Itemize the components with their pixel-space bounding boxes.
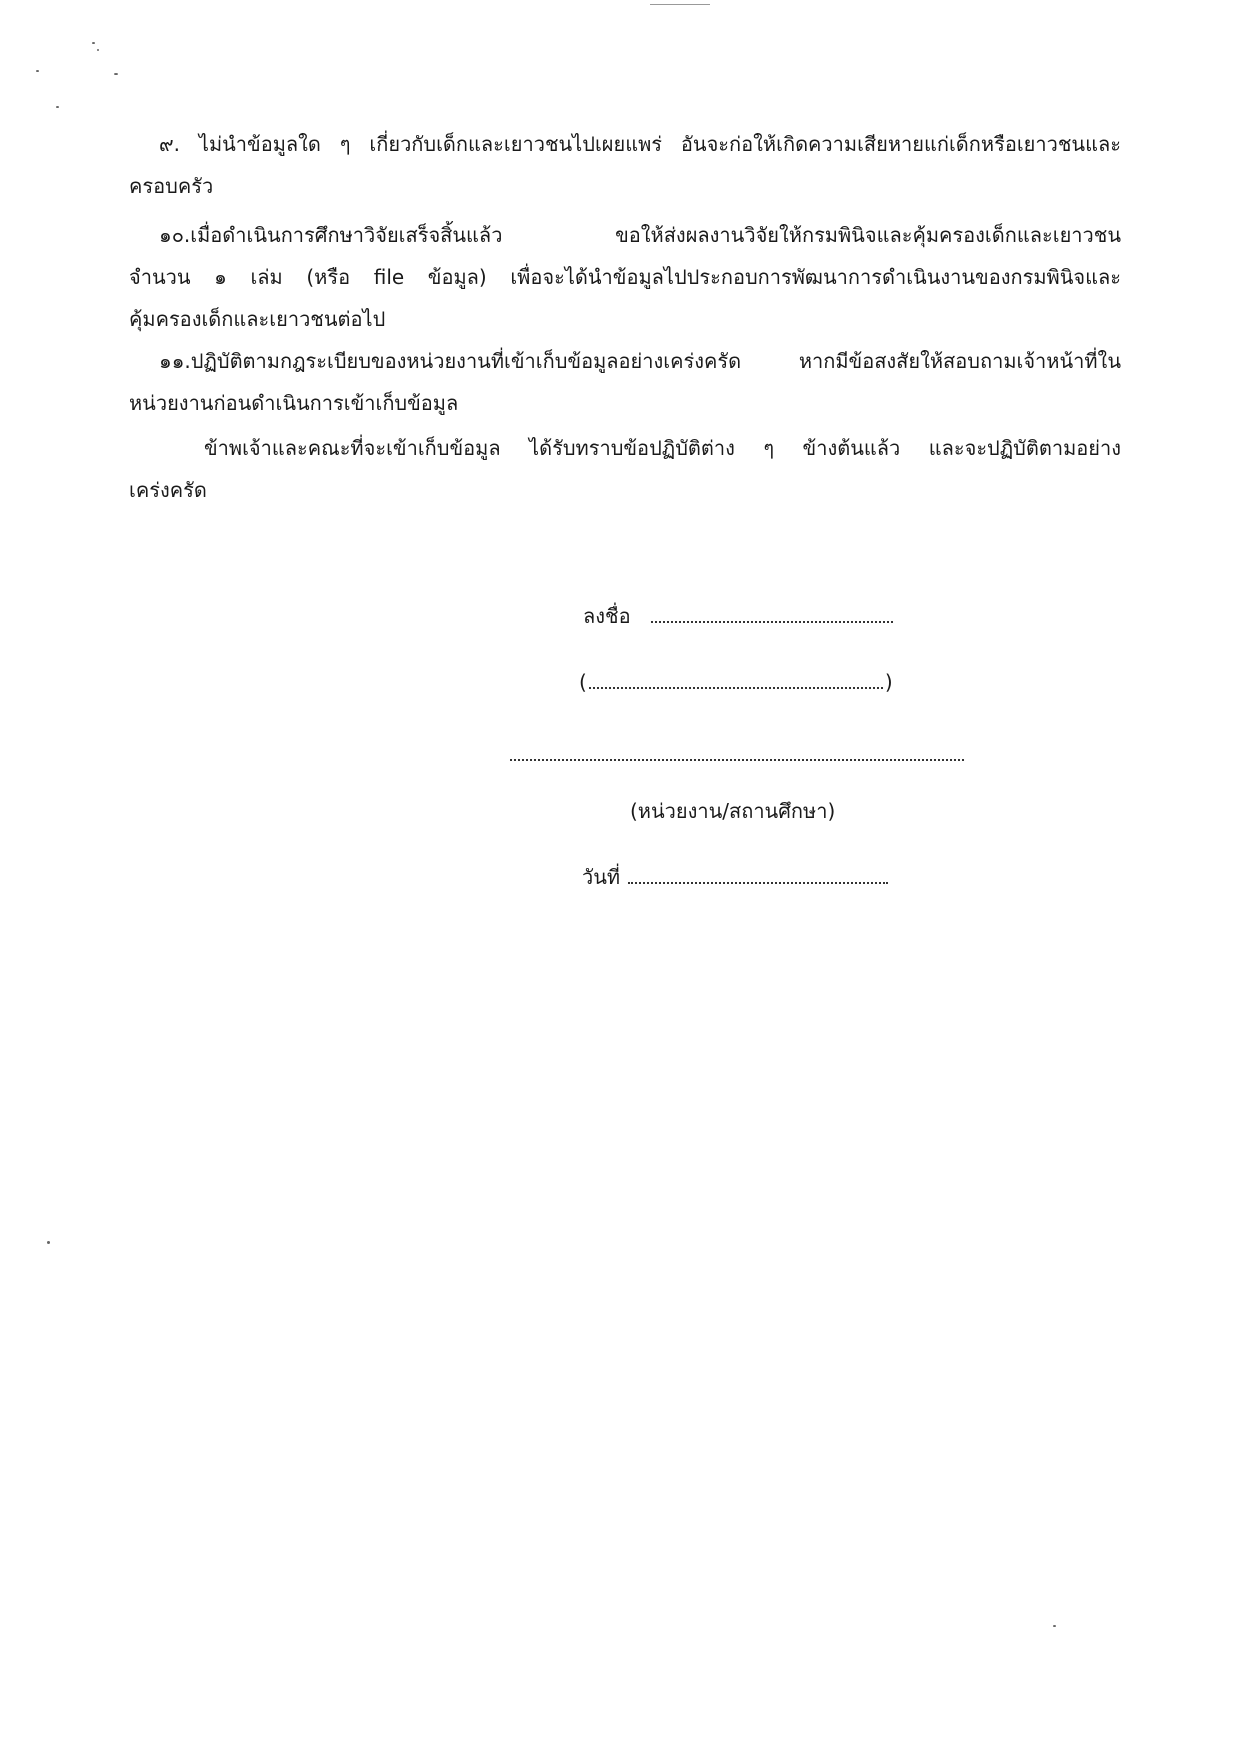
open-parenthesis: ( [579,670,587,694]
scan-speck [114,73,118,75]
signature-line [583,602,893,630]
acknowledgement-line-1: ข้าพเจ้าและคณะที่จะเข้าเก็บข้อมูล ได้รับทราบข้อปฏิบัติต่าง ๆ ข้างต้นแล้ว และจะปฏิบัติตามอย่าง [204,436,1121,460]
paragraph-9-line-2: ครอบครัว [129,174,214,198]
paragraph-9 [129,123,1121,207]
paragraph-9-line-1: ๙. ไม่นำข้อมูลใด ๆ เกี่ยวกับเด็กและเยาวชนไปเผยแพร่ อันจะก่อให้เกิดความเสียหายแก่เด็กหรือเยาวชนและ [159,132,1121,156]
scan-speck [47,1241,50,1244]
printed-name-line [579,668,893,696]
date-line [582,863,888,891]
acknowledgement-paragraph [129,427,1121,511]
scan-speck [650,4,710,5]
printed-name-dotted-line[interactable] [589,669,883,689]
paragraph-11-line-2: หน่วยงานก่อนดำเนินการเข้าเก็บข้อมูล [129,391,459,415]
date-label: วันที่ [582,865,621,889]
paragraph-11 [129,340,1121,424]
scan-speck [92,42,95,44]
signature-label: ลงชื่อ [583,604,631,628]
paragraph-10-line-1: ๑๐.เมื่อดำเนินการศึกษาวิจัยเสร็จสิ้นแล้ว ขอให้ส่งผลงานวิจัยให้กรมพินิจและคุ้มครองเด็กและเยาวชน [159,223,1121,247]
organization-label: (หน่วยงาน/สถานศึกษา) [630,799,836,823]
scan-speck [36,70,39,72]
paragraph-10 [129,214,1121,340]
close-parenthesis: ) [884,670,893,694]
scan-speck [56,106,59,108]
organization-caption [630,797,835,825]
acknowledgement-line-2: เคร่งครัด [129,478,207,502]
scan-speck [1053,1625,1056,1627]
paragraph-10-line-3: คุ้มครองเด็กและเยาวชนต่อไป [129,307,386,331]
organization-dotted-line[interactable] [510,741,964,761]
scan-speck [97,49,99,51]
paragraph-11-line-1: ๑๑.ปฏิบัติตามกฎระเบียบของหน่วยงานที่เข้าเก็บข้อมูลอย่างเคร่งครัด หากมีข้อสงสัยให้สอบถามเจ้าหน้าที่ใน [159,349,1121,373]
organization-line [510,740,964,768]
paragraph-10-line-2: จำนวน ๑ เล่ม (หรือ file ข้อมูล) เพื่อจะได้นำข้อมูลไปประกอบการพัฒนาการดำเนินงานของกรมพินิจและ [129,265,1121,289]
signature-dotted-line[interactable] [651,603,893,623]
date-dotted-line[interactable] [628,864,888,884]
